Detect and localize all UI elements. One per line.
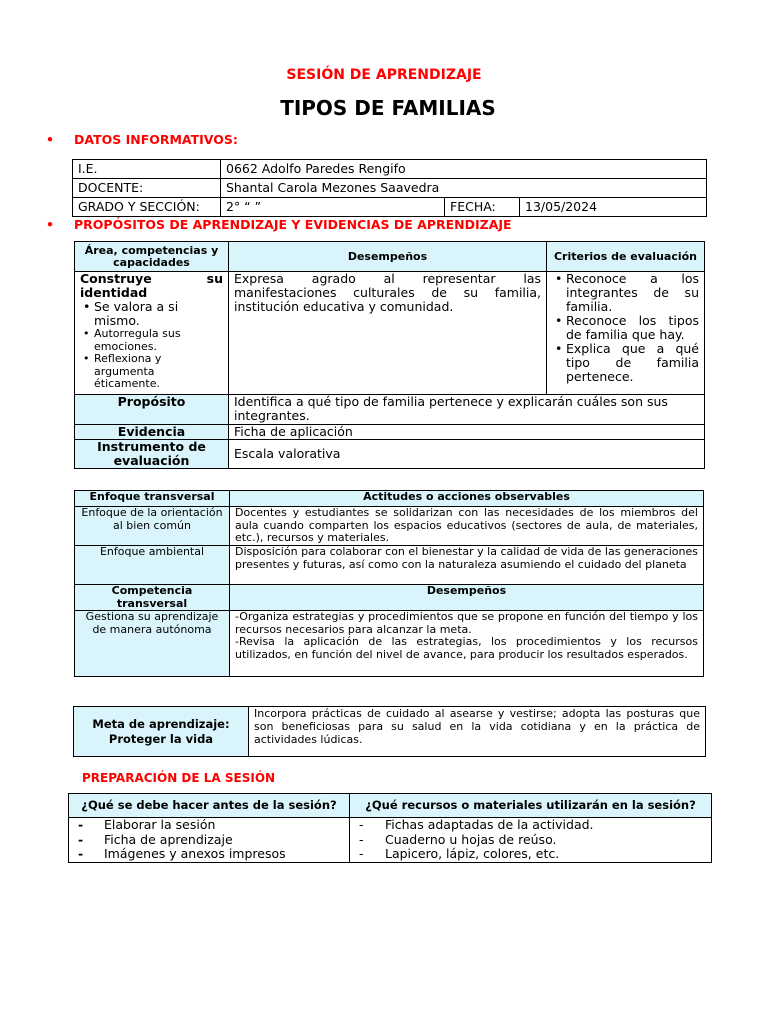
preparacion-heading: PREPARACIÓN DE LA SESIÓN bbox=[82, 771, 276, 785]
datos-heading: • DATOS INFORMATIVOS: bbox=[46, 132, 238, 147]
page-title: TIPOS DE FAMILIAS bbox=[280, 96, 496, 120]
col-competencia: Competencia transversal bbox=[75, 585, 230, 611]
propositos-heading: • PROPÓSITOS DE APRENDIZAJE Y EVIDENCIAS DE APRENDIZAJE bbox=[46, 217, 512, 232]
fecha-label: FECHA: bbox=[445, 198, 520, 217]
col-criterios: Criterios de evaluación bbox=[547, 242, 705, 272]
col-desempenos-2: Desempeños bbox=[230, 585, 704, 611]
instrumento-value: Escala valorativa bbox=[229, 440, 705, 469]
bullet-icon: • bbox=[46, 132, 54, 147]
list-item: - Lapicero, lápiz, colores, etc. bbox=[359, 846, 560, 861]
criterios-cell bbox=[547, 272, 705, 395]
datos-table bbox=[72, 159, 707, 217]
list-item: - Fichas adaptadas de la actividad. bbox=[359, 817, 594, 832]
list-item: - Elaborar la sesión bbox=[78, 817, 216, 832]
competencia-transversal-name: Gestiona su aprendizaje de manera autónoma bbox=[75, 611, 230, 677]
enfoque-text: Disposición para colaborar con el bienestar y la calidad de vida de las generaciones presentes y futuras, así como con la naturaleza asumiendo el cuidado del planeta bbox=[230, 546, 704, 585]
ie-label: I.E. bbox=[73, 160, 221, 179]
preparacion-table bbox=[68, 793, 712, 863]
col-desempenos: Desempeños bbox=[229, 242, 547, 272]
instrumento-label: Instrumento de evaluación bbox=[75, 440, 229, 469]
meta-table bbox=[73, 706, 706, 757]
col-enfoque: Enfoque transversal bbox=[75, 491, 230, 507]
enfoques-table bbox=[74, 490, 704, 677]
recursos-cell bbox=[350, 818, 712, 863]
col-actitudes: Actitudes o acciones observables bbox=[230, 491, 704, 507]
competencia-cell bbox=[75, 272, 229, 395]
meta-label: Meta de aprendizaje: Proteger la vida bbox=[74, 707, 249, 757]
col-recursos: ¿Qué recursos o materiales utilizarán en la sesión? bbox=[350, 794, 712, 818]
propositos-table bbox=[74, 241, 705, 469]
docente-value: Shantal Carola Mezones Saavedra bbox=[221, 179, 707, 198]
competencia-transversal-text: -Organiza estrategias y procedimientos que se propone en función del tiempo y los recursos necesarios para alcanzar la meta. -Revisa la aplicación de las estrategias, los procedimientos y los recursos utilizados, en función del nivel de avance, para producir los resultados esperados. bbox=[230, 611, 704, 677]
list-item: • Reconoce los tipos de familia que hay. bbox=[566, 314, 699, 342]
docente-label: DOCENTE: bbox=[73, 179, 221, 198]
desempeno-cell bbox=[229, 272, 547, 395]
evidencia-value: Ficha de aplicación bbox=[229, 425, 705, 440]
list-item: • Reconoce a los integrantes de su familia. bbox=[566, 272, 699, 314]
enfoque-name: Enfoque ambiental bbox=[75, 546, 230, 585]
list-item: • Se valora a si mismo. bbox=[94, 300, 223, 328]
list-item: - Cuaderno u hojas de reúso. bbox=[359, 831, 557, 847]
grado-label: GRADO Y SECCIÓN: bbox=[73, 198, 221, 217]
evidencia-label: Evidencia bbox=[75, 425, 229, 440]
desempeno-text: Expresa agrado al representar las manifestaciones culturales de su familia, institución educativa y comunidad. bbox=[234, 271, 541, 314]
antes-cell bbox=[69, 818, 350, 863]
ie-value: 0662 Adolfo Paredes Rengifo bbox=[221, 160, 707, 179]
proposito-value: Identifica a qué tipo de familia pertenece y explicarán cuáles son sus integrantes. bbox=[229, 395, 705, 425]
list-item: • Autorregula sus emociones. bbox=[94, 328, 223, 353]
list-item: - Ficha de aprendizaje bbox=[78, 831, 233, 847]
fecha-value: 13/05/2024 bbox=[520, 198, 707, 217]
col-area: Área, competencias y capacidades bbox=[75, 242, 229, 272]
capacidades-list bbox=[80, 300, 223, 391]
col-antes: ¿Qué se debe hacer antes de la sesión? bbox=[69, 794, 350, 818]
criterios-list bbox=[552, 272, 699, 384]
grado-value: 2° “ ” bbox=[221, 198, 445, 217]
meta-text: Incorpora prácticas de cuidado al asearse y vestirse; adopta las posturas que son beneficiosas para su salud en la vida cotidiana y en la práctica de actividades lúdicas. bbox=[249, 707, 706, 757]
enfoque-name: Enfoque de la orientación al bien común bbox=[75, 507, 230, 546]
list-item: • Explica que a qué tipo de familia pertenece. bbox=[566, 342, 699, 384]
competencia-name: Construye su identidad bbox=[80, 271, 223, 300]
list-item: - Imágenes y anexos impresos bbox=[78, 846, 286, 861]
list-item: • Reflexiona y argumenta éticamente. bbox=[94, 353, 223, 391]
session-label: SESIÓN DE APRENDIZAJE bbox=[286, 67, 482, 83]
enfoque-text: Docentes y estudiantes se solidarizan con las necesidades de los miembros del aula cuando comparten los espacios educativos (sectores de aula, de materiales, etc.), recursos y materiales. bbox=[230, 507, 704, 546]
proposito-label: Propósito bbox=[75, 395, 229, 425]
bullet-icon: • bbox=[46, 217, 54, 232]
